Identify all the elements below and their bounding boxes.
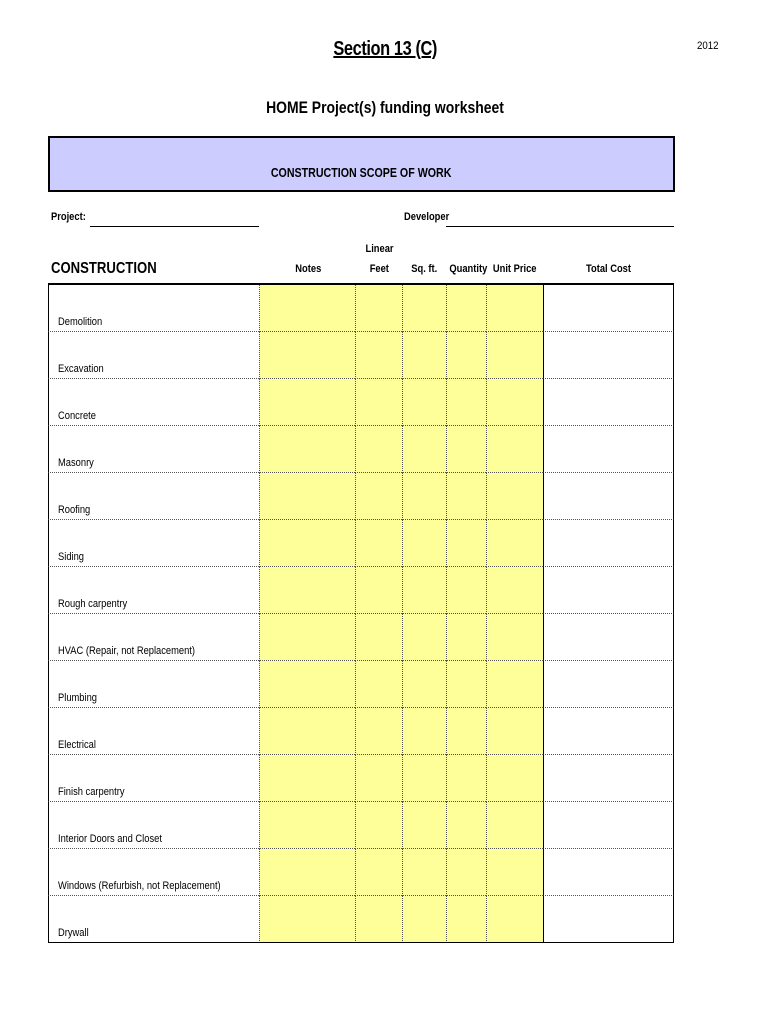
table-row	[48, 802, 674, 849]
total-cost-cell[interactable]	[543, 849, 674, 896]
total-cost-cell[interactable]	[543, 332, 674, 379]
table-row	[48, 473, 674, 520]
construction-heading	[51, 260, 180, 278]
construction-item-label	[58, 739, 103, 751]
construction-item-text: Siding	[58, 551, 84, 563]
linear-feet-cell[interactable]	[355, 614, 402, 661]
unit-price-cell[interactable]	[486, 708, 543, 755]
linear-feet-cell[interactable]	[355, 520, 402, 567]
page-subtitle-text: HOME Project(s) funding worksheet	[266, 98, 504, 117]
col-unit-price-header	[486, 263, 543, 275]
table-row	[48, 661, 674, 708]
notes-cell[interactable]	[259, 426, 355, 473]
year-label: 2012	[697, 40, 719, 52]
quantity-cell[interactable]	[446, 567, 486, 614]
unit-price-cell[interactable]	[486, 426, 543, 473]
total-cost-cell[interactable]	[543, 520, 674, 567]
quantity-cell[interactable]	[446, 426, 486, 473]
project-label	[51, 211, 92, 223]
construction-item-label	[58, 316, 110, 328]
total-cost-cell[interactable]	[543, 379, 674, 426]
construction-item	[48, 802, 259, 849]
table-row	[48, 896, 674, 943]
col-sqft-header	[403, 263, 446, 275]
notes-cell[interactable]	[259, 896, 355, 943]
quantity-cell[interactable]	[446, 614, 486, 661]
scope-banner	[48, 136, 675, 192]
linear-feet-cell[interactable]	[355, 849, 402, 896]
notes-cell[interactable]	[259, 379, 355, 426]
construction-item-text: Windows (Refurbish, not Replacement)	[58, 880, 221, 892]
sqft-cell[interactable]	[402, 426, 446, 473]
sqft-cell[interactable]	[402, 285, 446, 332]
construction-item-text: Rough carpentry	[58, 598, 128, 610]
col-linear-header-bottom	[356, 263, 403, 275]
unit-price-cell[interactable]	[486, 285, 543, 332]
col-linear-header-top	[356, 243, 403, 255]
project-label-text: Project:	[51, 211, 86, 223]
construction-item-text: Demolition	[58, 316, 103, 328]
table-row	[48, 708, 674, 755]
col-linear-bottom-text: Feet	[369, 263, 390, 275]
construction-item	[48, 332, 259, 379]
quantity-cell[interactable]	[446, 896, 486, 943]
col-notes-header	[260, 263, 356, 275]
col-quantity-header	[446, 263, 486, 275]
construction-item	[48, 896, 259, 943]
quantity-cell[interactable]	[446, 473, 486, 520]
total-cost-cell[interactable]	[543, 426, 674, 473]
notes-cell[interactable]	[259, 285, 355, 332]
sqft-cell[interactable]	[402, 520, 446, 567]
notes-cell[interactable]	[259, 802, 355, 849]
developer-field[interactable]	[446, 226, 674, 227]
construction-item-label	[58, 833, 180, 845]
quantity-cell[interactable]	[446, 332, 486, 379]
construction-item	[48, 661, 259, 708]
construction-item-label	[58, 598, 139, 610]
construction-item-text: HVAC (Repair, not Replacement)	[58, 645, 196, 657]
construction-item-text: Plumbing	[58, 692, 97, 704]
notes-cell[interactable]	[259, 614, 355, 661]
quantity-cell[interactable]	[446, 379, 486, 426]
notes-cell[interactable]	[259, 520, 355, 567]
notes-cell[interactable]	[259, 332, 355, 379]
col-quantity-text: Quantity	[449, 263, 488, 275]
construction-item-text: Excavation	[58, 363, 104, 375]
scope-banner-title	[50, 165, 673, 180]
col-linear-top-text: Linear	[365, 243, 394, 255]
page-title-text: Section 13 (C)	[333, 38, 437, 60]
construction-item-text: Concrete	[58, 410, 96, 422]
construction-item-label	[58, 645, 219, 657]
sqft-cell[interactable]	[402, 755, 446, 802]
construction-item	[48, 426, 259, 473]
construction-item-text: Finish carpentry	[58, 786, 125, 798]
linear-feet-cell[interactable]	[355, 426, 402, 473]
quantity-cell[interactable]	[446, 520, 486, 567]
linear-feet-cell[interactable]	[355, 473, 402, 520]
unit-price-cell[interactable]	[486, 802, 543, 849]
construction-item	[48, 849, 259, 896]
table-row	[48, 332, 674, 379]
construction-item-text: Drywall	[58, 927, 89, 939]
table-row	[48, 849, 674, 896]
table-row	[48, 567, 674, 614]
table-row	[48, 520, 674, 567]
table-row	[48, 755, 674, 802]
scope-banner-text: CONSTRUCTION SCOPE OF WORK	[271, 165, 452, 180]
notes-cell[interactable]	[259, 567, 355, 614]
construction-item	[48, 614, 259, 661]
unit-price-cell[interactable]	[486, 661, 543, 708]
developer-label-text: Developer	[404, 211, 450, 223]
quantity-cell[interactable]	[446, 849, 486, 896]
construction-item-label	[58, 363, 112, 375]
col-unit-price-text: Unit Price	[492, 263, 537, 275]
construction-item-label	[58, 457, 100, 469]
construction-item	[48, 285, 259, 332]
sqft-cell[interactable]	[402, 849, 446, 896]
construction-item	[48, 567, 259, 614]
col-total-cost-text: Total Cost	[585, 263, 632, 275]
table-row	[48, 426, 674, 473]
sqft-cell[interactable]	[402, 567, 446, 614]
total-cost-cell[interactable]	[543, 473, 674, 520]
total-cost-cell[interactable]	[543, 802, 674, 849]
construction-item-label	[58, 786, 136, 798]
unit-price-cell[interactable]	[486, 520, 543, 567]
quantity-cell[interactable]	[446, 661, 486, 708]
sqft-cell[interactable]	[402, 802, 446, 849]
construction-item	[48, 473, 259, 520]
linear-feet-cell[interactable]	[355, 755, 402, 802]
unit-price-cell[interactable]	[486, 332, 543, 379]
construction-item	[48, 520, 259, 567]
sqft-cell[interactable]	[402, 661, 446, 708]
construction-item-text: Masonry	[58, 457, 94, 469]
construction-item	[48, 379, 259, 426]
unit-price-cell[interactable]	[486, 755, 543, 802]
construction-item-label	[58, 692, 104, 704]
linear-feet-cell[interactable]	[355, 708, 402, 755]
construction-item	[48, 755, 259, 802]
total-cost-cell[interactable]	[543, 614, 674, 661]
linear-feet-cell[interactable]	[355, 896, 402, 943]
construction-item-text: Electrical	[58, 739, 96, 751]
sqft-cell[interactable]	[402, 614, 446, 661]
linear-feet-cell[interactable]	[355, 567, 402, 614]
project-field[interactable]	[90, 226, 259, 227]
total-cost-cell[interactable]	[543, 708, 674, 755]
linear-feet-cell[interactable]	[355, 802, 402, 849]
unit-price-cell[interactable]	[486, 614, 543, 661]
construction-item-label	[58, 551, 89, 563]
notes-cell[interactable]	[259, 708, 355, 755]
sqft-cell[interactable]	[402, 473, 446, 520]
quantity-cell[interactable]	[446, 708, 486, 755]
notes-cell[interactable]	[259, 755, 355, 802]
quantity-cell[interactable]	[446, 285, 486, 332]
col-notes-text: Notes	[295, 263, 321, 275]
construction-heading-text: CONSTRUCTION	[51, 260, 157, 277]
col-sqft-text: Sq. ft.	[411, 263, 438, 275]
unit-price-cell[interactable]	[486, 379, 543, 426]
table-row	[48, 614, 674, 661]
sqft-cell[interactable]	[402, 379, 446, 426]
linear-feet-cell[interactable]	[355, 285, 402, 332]
sqft-cell[interactable]	[402, 896, 446, 943]
sqft-cell[interactable]	[402, 708, 446, 755]
table-row	[48, 379, 674, 426]
construction-item-label	[58, 880, 249, 892]
sqft-cell[interactable]	[402, 332, 446, 379]
unit-price-cell[interactable]	[486, 896, 543, 943]
construction-item-label	[58, 927, 94, 939]
construction-item-text: Roofing	[58, 504, 91, 516]
col-total-cost-header	[543, 263, 674, 275]
developer-label	[404, 211, 457, 223]
construction-item-label	[58, 504, 96, 516]
notes-cell[interactable]	[259, 661, 355, 708]
quantity-cell[interactable]	[446, 755, 486, 802]
table-row	[48, 285, 674, 332]
unit-price-cell[interactable]	[486, 473, 543, 520]
page-subtitle	[0, 98, 770, 118]
unit-price-cell[interactable]	[486, 567, 543, 614]
notes-cell[interactable]	[259, 849, 355, 896]
table-bottom-border	[48, 942, 674, 943]
quantity-cell[interactable]	[446, 802, 486, 849]
total-cost-cell[interactable]	[543, 567, 674, 614]
linear-feet-cell[interactable]	[355, 332, 402, 379]
total-cost-cell[interactable]	[543, 896, 674, 943]
linear-feet-cell[interactable]	[355, 379, 402, 426]
construction-item-text: Interior Doors and Closet	[58, 833, 162, 845]
total-cost-cell[interactable]	[543, 285, 674, 332]
construction-item	[48, 708, 259, 755]
total-cost-cell[interactable]	[543, 661, 674, 708]
linear-feet-cell[interactable]	[355, 661, 402, 708]
page-title	[0, 38, 770, 61]
construction-item-label	[58, 410, 103, 422]
notes-cell[interactable]	[259, 473, 355, 520]
total-cost-cell[interactable]	[543, 755, 674, 802]
unit-price-cell[interactable]	[486, 849, 543, 896]
